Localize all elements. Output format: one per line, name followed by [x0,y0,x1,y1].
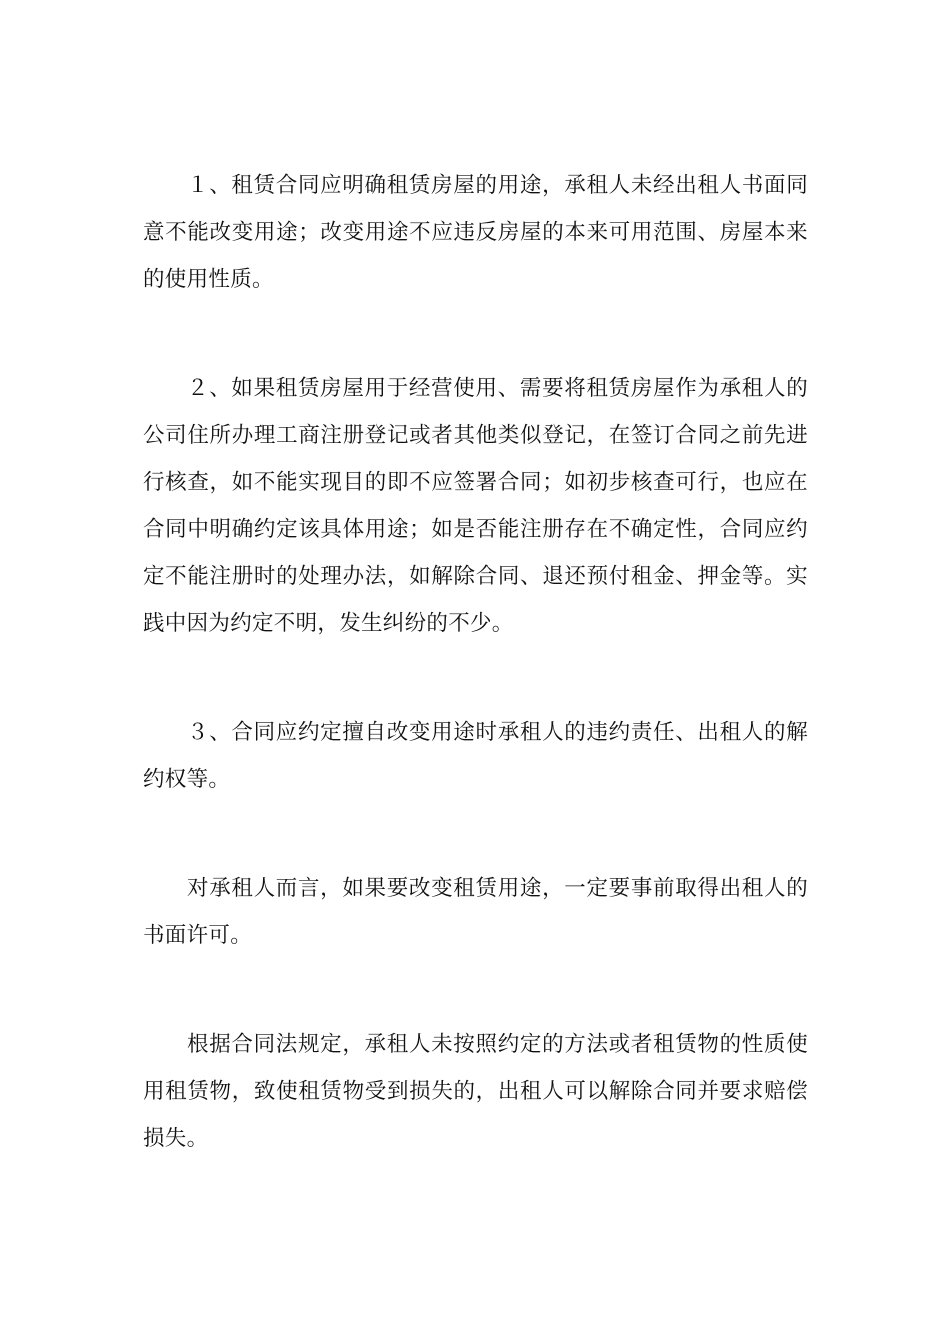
paragraph-spacer [143,959,808,1021]
paragraph-spacer [143,803,808,865]
paragraph-2: ２、如果租赁房屋用于经营使用、需要将租赁房屋作为承租人的公司住所办理工商注册登记或者其他类似登记，在签订合同之前先进行核查，如不能实现目的即不应签署合同；如初步核查可行，也应在合同中明确约定该具体用途；如是否能注册存在不确定性，合同应约定不能注册时的处理办法，如解除合同、退还预付租金、押金等。实践中因为约定不明，发生纠纷的不少。 [143,376,808,636]
paragraph-spacer [143,647,808,709]
paragraph-1: １、租赁合同应明确租赁房屋的用途，承租人未经出租人书面同意不能改变用途；改变用途不应违反房屋的本来可用范围、房屋本来的使用性质。 [143,173,808,292]
paragraph-4: 对承租人而言，如果要改变租赁用途，一定要事前取得出租人的书面许可。 [143,876,808,948]
paragraph-3: ３、合同应约定擅自改变用途时承租人的违约责任、出租人的解约权等。 [143,720,808,792]
document-body [143,162,808,1162]
paragraph-spacer [143,303,808,365]
paragraph-5: 根据合同法规定，承租人未按照约定的方法或者租赁物的性质使用租赁物，致使租赁物受到损失的，出租人可以解除合同并要求赔偿损失。 [143,1032,808,1151]
